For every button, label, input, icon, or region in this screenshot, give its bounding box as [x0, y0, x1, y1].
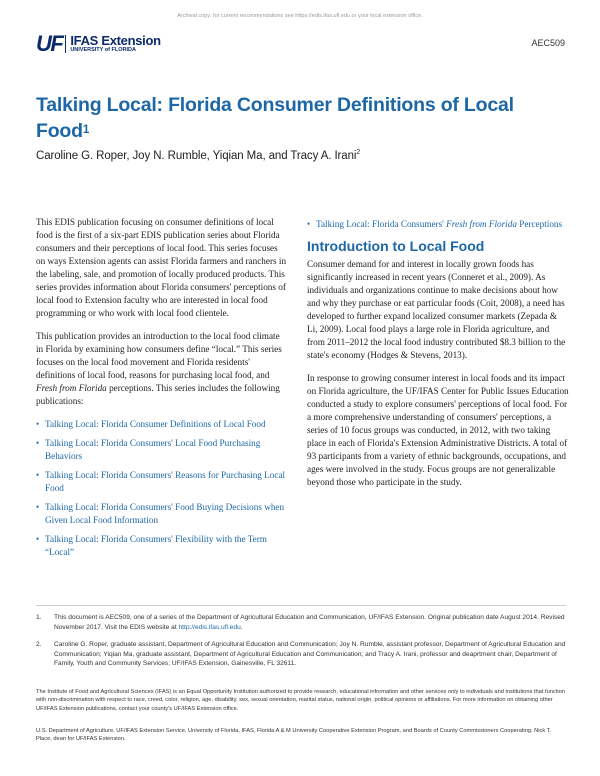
- footnote-number: 2.: [36, 641, 42, 648]
- right-column: [307, 218, 569, 499]
- publication-link[interactable]: [316, 219, 562, 229]
- publication-link[interactable]: Talking Local: Florida Consumers' Food Buying Decisions when Given Local Food Information: [45, 502, 285, 525]
- bullet-icon: •: [36, 470, 40, 480]
- logo-university-text: UNIVERSITY of FLORIDA: [70, 47, 136, 54]
- title-text: Talking Local: Florida Consumer Definitions of Local Food: [36, 94, 514, 142]
- series-paragraph-tail: perceptions. This series includes the following publications:: [36, 383, 280, 406]
- publication-link[interactable]: Talking Local: Florida Consumers' Flexibility with the Term “Local”: [45, 534, 267, 557]
- section-heading: Introduction to Local Food: [307, 238, 485, 254]
- footnote-suffix: .: [240, 623, 243, 631]
- publication-link[interactable]: Talking Local: Florida Consumers' Reasons for Purchasing Local Food: [45, 470, 286, 493]
- publication-id: AEC509: [531, 38, 565, 48]
- publication-link[interactable]: Talking Local: Florida Consumer Definitions of Local Food: [45, 419, 266, 429]
- archival-note: Archival copy: for current recommendations see https://edis.ifas.ufl.edu or your local extension office.: [177, 13, 423, 19]
- left-column: [36, 216, 288, 565]
- document-title: [36, 92, 536, 144]
- bullet-icon: •: [36, 502, 40, 512]
- footnote-body: This document is AEC509, one of a series of the Department of Agricultural Education and Communication, UF/IFAS Extension. Original publication date August 2014. Revised November 2017. Visit the EDIS website at: [54, 614, 565, 631]
- bullet-icon: •: [36, 534, 40, 544]
- intro-paragraph: This EDIS publication focusing on consumer definitions of local food is the first of a six-part EDIS publication series about Florida consumers and their perceptions of local food. This series focuses on ways Extension agents can assist Florida farmers and ranchers in the labeling, sale, and promotion of locally produced products. This series provides information about Florida consumers' perceptions of local food to Extension faculty who are interested in local food programming or who work with local food clientele.: [36, 217, 287, 318]
- bullet-icon: •: [36, 438, 40, 448]
- series-paragraph-italic: Fresh from Florida: [36, 383, 107, 393]
- bullet-icon: •: [307, 219, 311, 229]
- uf-monogram: UF: [36, 31, 63, 56]
- publication-list: [36, 418, 288, 559]
- title-footnote-mark: 1: [82, 123, 90, 136]
- equal-opportunity-statement: The Institute of Food and Agricultural Sciences (IFAS) is an Equal Opportunity Institution authorized to provide research, educational information and other services only to individuals and institutions that function with non-discrimination with respect to race, creed, color, religion, age, disability, sex, sexual orientation, marital status, national origin, political opinions or affiliations. For more information on obtaining other UF/IFAS Extension publications, contact your county's UF/IFAS Extension office.: [36, 689, 565, 712]
- authors-footnote-mark: 2: [356, 149, 361, 156]
- publication-item: [36, 437, 288, 463]
- intro-paragraph-2: In response to growing consumer interest in local foods and its impact on Florida agriculture, the UF/IFAS Center for Public Issues Education conducted a study to explore consumers' perceptions of local food. For a more comprehensive understanding of consumers' perceptions, a series of 10 focus groups was conducted, in 2012, with two taking place in each of Florida's Extension Administrative Districts. A total of 93 participants from a variety of ethnic backgrounds, occupations, and ages were involved in the study. Focus groups are not generalizable beyond those who participate in the study.: [307, 373, 569, 487]
- edis-link[interactable]: http://edis.ifas.ufl.edu: [178, 623, 241, 631]
- publication-item: [36, 533, 288, 559]
- logo-ifas-text: IFAS Extension: [70, 33, 161, 49]
- publication-link-italic: Fresh from Florida: [446, 219, 517, 229]
- publication-item: [36, 501, 288, 527]
- publication-item: [36, 469, 288, 495]
- series-paragraph: [36, 330, 288, 408]
- footnotes: [36, 605, 566, 677]
- logo-text: [70, 34, 160, 54]
- publication-item: [307, 218, 569, 231]
- logo-divider: [65, 35, 66, 53]
- uf-ifas-logo: [36, 33, 161, 55]
- authors-text: Caroline G. Roper, Joy N. Rumble, Yiqian Ma, and Tracy A. Irani: [36, 150, 357, 162]
- author-line: [36, 150, 566, 162]
- footnote-text: [54, 613, 566, 632]
- bullet-icon: •: [36, 419, 40, 429]
- publication-link[interactable]: Talking Local: Florida Consumers' Local Food Purchasing Behaviors: [45, 438, 261, 461]
- publication-item: [36, 418, 288, 431]
- publication-link-tail: Perceptions: [516, 219, 563, 229]
- publication-list-continued: [307, 218, 569, 231]
- series-paragraph-text: This publication provides an introduction to the local food climate in Florida by examining how consumers define “local.” This series focuses on the local food movement and Florida residents' definitions of local food, reasons for purchasing local food, and: [36, 331, 282, 380]
- footnote-number: 1.: [36, 614, 42, 621]
- publication-link-text: Talking Local: Florida Consumers': [316, 219, 447, 229]
- usda-statement: U.S. Department of Agriculture, UF/IFAS Extension Service, University of Florida, IFAS, Florida A & M University Cooperative Extension Program, and Boards of County Commissioners Cooperating. Nick T. Place, dean for UF/IFAS Extension.: [36, 728, 552, 743]
- footnote-text: Caroline G. Roper, graduate assistant, Department of Agricultural Education and Communication; Joy N. Rumble, assistant professor, Department of Agricultural Education and Communication; Yiqian Ma, graduate assistant, Department of Agricultural Education and Communication; and Tracy A. Irani, professor and deaprtment chair, Department of Family, Youth and Community Services; UF/IFAS Extension, Gainesville, FL 32611.: [54, 641, 566, 667]
- footnote-2: [36, 640, 566, 669]
- intro-paragraph-1: Consumer demand for and interest in locally grown foods has significantly increased in recent years (Conneret et al., 2009). As individuals and organizations continue to make decisions about how and why they purchase or eat particular foods (Coit, 2008), a need has developed to further expand localized consumer markets (Zepada & Li, 2009). Local food plays a large role in Florida agriculture, and from 2011–2012 the local food industry contributed $8.3 billion to the state's economy (Hodges & Stevens, 2013).: [307, 259, 566, 360]
- footnote-1: [36, 613, 566, 632]
